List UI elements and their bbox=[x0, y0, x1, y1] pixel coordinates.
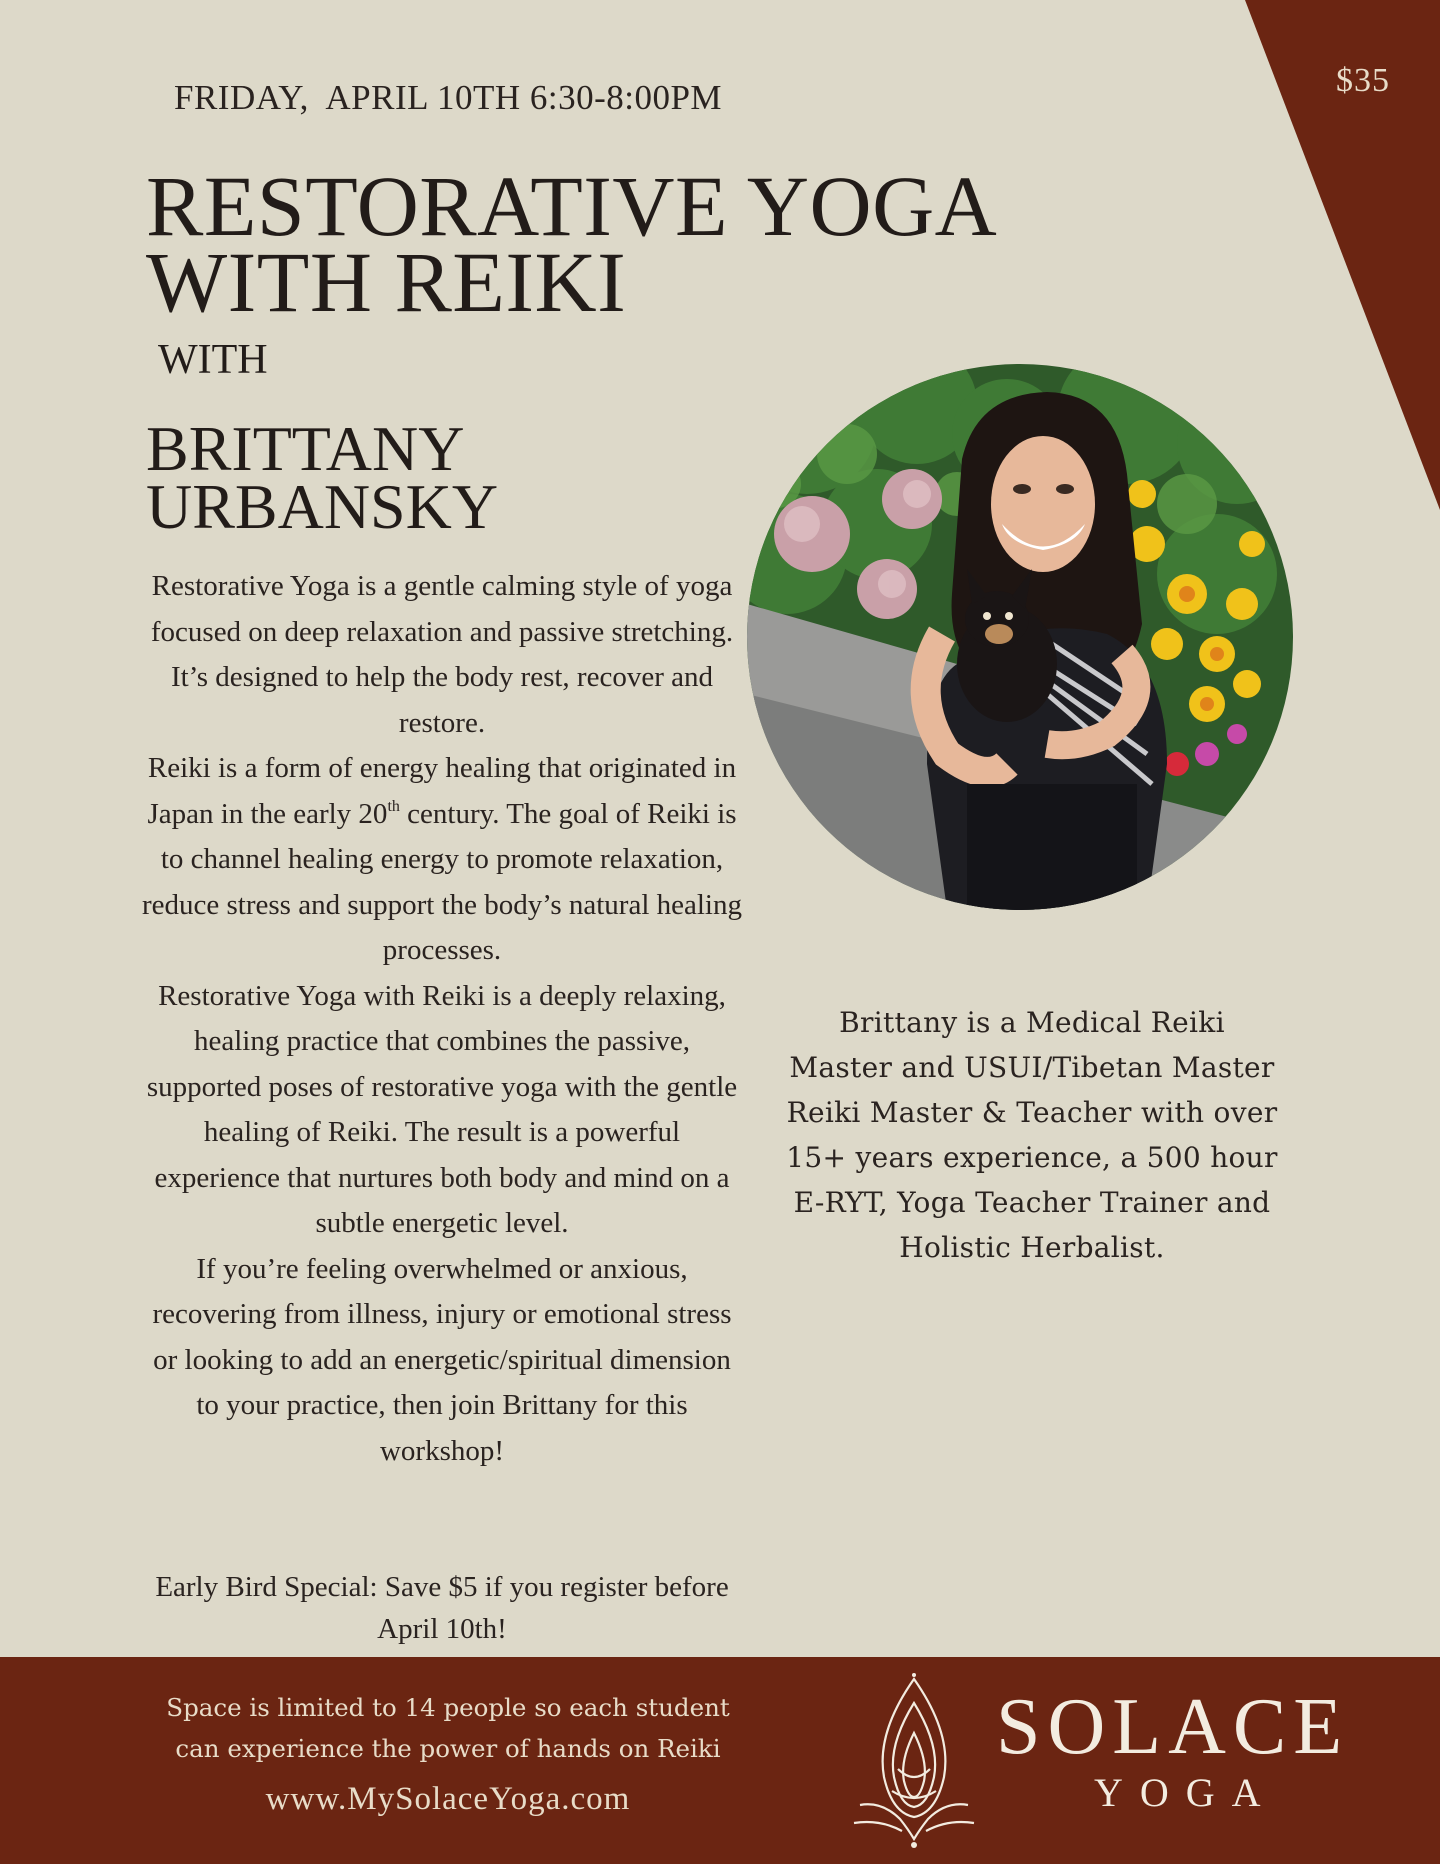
instructor-portrait bbox=[747, 364, 1293, 910]
instructor-bio: Brittany is a Medical Reiki Master and USUI/Tibetan Master Reiki Master & Teacher with over 15+ years experience, a 500 hour E-RYT, Yoga Teacher Trainer and Holistic Herbalist. bbox=[786, 1006, 1278, 1264]
capacity-note: Space is limited to 14 people so each student can experience the power of hands on Reiki bbox=[166, 1693, 730, 1763]
event-title-line-2: WITH REIKI bbox=[146, 234, 627, 330]
description-paragraph-2 bbox=[140, 746, 744, 974]
instructor-last-name: URBANSKY bbox=[146, 471, 499, 542]
ordinal-suffix: th bbox=[387, 797, 400, 815]
event-date-time: FRIDAY, APRIL 10TH 6:30-8:00PM bbox=[174, 78, 723, 117]
website-link[interactable]: www.MySolaceYoga.com bbox=[265, 1781, 631, 1817]
description-paragraph-1: Restorative Yoga is a gentle calming style of yoga focused on deep relaxation and passive stretching. It’s designed to help the body rest, recover and restore. bbox=[150, 570, 734, 739]
description-paragraph-2-start: Reiki is a form of energy healing that originated in Japan in the early 20 bbox=[147, 752, 737, 830]
description-paragraph-3: Restorative Yoga with Reiki is a deeply relaxing, healing practice that combines the passive, supported poses of restorative yoga with the gentle healing of Reiki. The result is a powerful experience that nurtures both body and mind on a subtle energetic level. bbox=[146, 979, 738, 1239]
event-description bbox=[140, 564, 744, 1474]
early-bird-special: Early Bird Special: Save $5 if you register before April 10th! bbox=[155, 1571, 729, 1645]
price-tag: $35 bbox=[1336, 62, 1390, 99]
description-paragraph-2-end: century. The goal of Reiki is to channel healing energy to promote relaxation, reduce stress and support the body’s natural healing processes. bbox=[142, 797, 742, 966]
with-label: WITH bbox=[158, 337, 268, 383]
event-title-line-1: RESTORATIVE YOGA bbox=[146, 158, 998, 254]
logo-subtitle: YOGA bbox=[1094, 1770, 1278, 1815]
instructor-first-name: BRITTANY bbox=[146, 413, 465, 484]
lotus-flame-icon bbox=[852, 1673, 976, 1849]
footer-band bbox=[0, 1657, 1440, 1864]
event-title bbox=[146, 158, 1146, 330]
instructor-name bbox=[146, 413, 499, 542]
logo-wordmark: SOLACE bbox=[996, 1683, 1350, 1771]
description-paragraph-4: If you’re feeling overwhelmed or anxious, recovering from illness, injury or emotional stress or looking to add an energetic/spiritual dimension to your practice, then join Brittany for this workshop! bbox=[152, 1252, 732, 1467]
